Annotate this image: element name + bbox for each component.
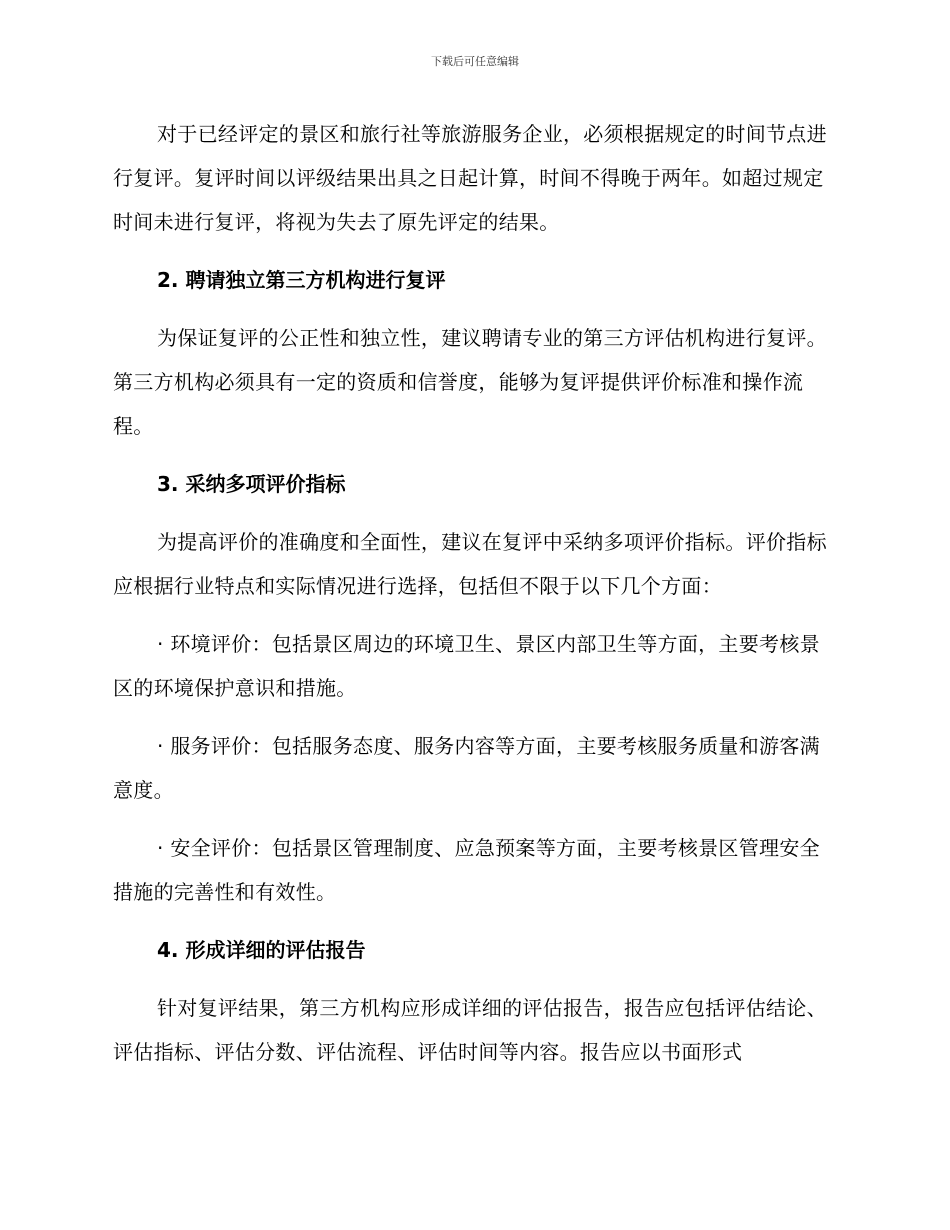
bullet-environment: · 环境评价：包括景区周边的环境卫生、景区内部卫生等方面，主要考核景区的环境保护意识和措施。 bbox=[113, 632, 820, 700]
page-header: 下载后可任意编辑 bbox=[431, 55, 519, 68]
bullet-service: · 服务评价：包括服务态度、服务内容等方面，主要考核服务质量和游客满意度。 bbox=[113, 734, 820, 802]
paragraph-review-timing: 对于已经评定的景区和旅行社等旅游服务企业，必须根据规定的时间节点进行复评。复评时间以评级结果出具之日起计算，时间不得晚于两年。如超过规定时间未进行复评，将视为失去了原先评定的结果。 bbox=[113, 122, 827, 234]
document-body bbox=[113, 112, 833, 1074]
paragraph-report: 针对复评结果，第三方机构应形成详细的评估报告，报告应包括评估结论、评估指标、评估分数、评估流程、评估时间等内容。报告应以书面形式 bbox=[113, 996, 827, 1064]
section-heading-4: 4. 形成详细的评估报告 bbox=[157, 938, 366, 962]
bullet-safety: · 安全评价：包括景区管理制度、应急预案等方面，主要考核景区管理安全措施的完善性和有效性。 bbox=[113, 836, 820, 904]
paragraph-third-party: 为保证复评的公正性和独立性，建议聘请专业的第三方评估机构进行复评。第三方机构必须具有一定的资质和信誉度，能够为复评提供评价标准和操作流程。 bbox=[113, 326, 827, 438]
paragraph-indicators: 为提高评价的准确度和全面性，建议在复评中采纳多项评价指标。评价指标应根据行业特点和实际情况进行选择，包括但不限于以下几个方面： bbox=[113, 530, 827, 598]
section-heading-2: 2. 聘请独立第三方机构进行复评 bbox=[157, 268, 446, 292]
section-heading-3: 3. 采纳多项评价指标 bbox=[157, 472, 346, 496]
